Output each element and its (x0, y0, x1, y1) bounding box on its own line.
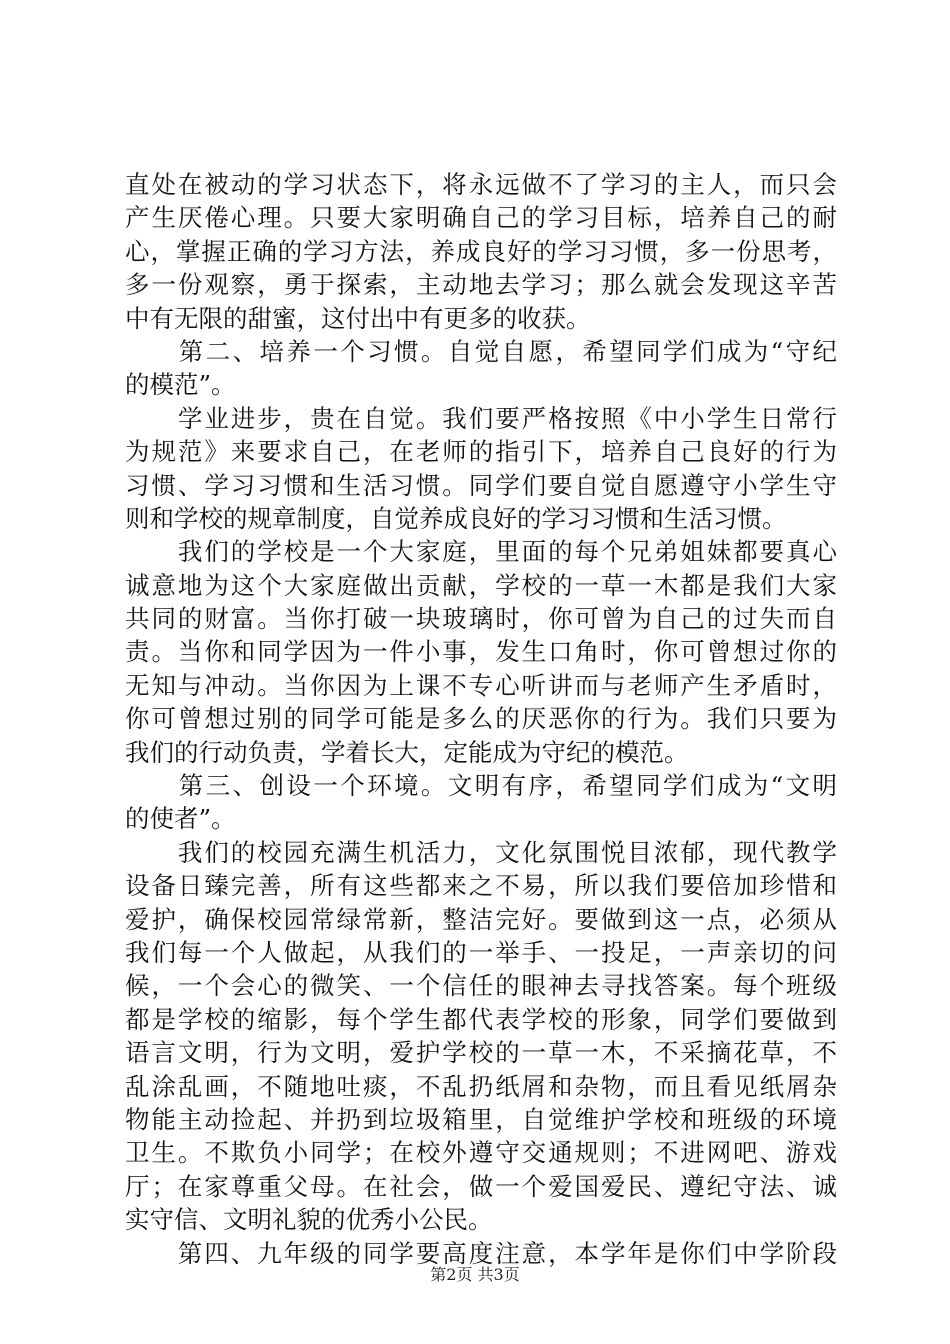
text-line: 你可曾想过别的同学可能是多么的厌恶你的行为。我们只要为 (125, 704, 837, 734)
text-line: 中有无限的甜蜜，这付出中有更多的收获。 (125, 303, 591, 333)
text-line: 我们的学校是一个大家庭，里面的每个兄弟姐妹都要真心 (125, 537, 837, 567)
text-line: 爱护，确保校园常绿常新，整洁完好。要做到这一点，必须从 (125, 904, 837, 934)
text-line: 实守信、文明礼貌的优秀小公民。 (125, 1205, 493, 1235)
text-line: 语言文明，行为文明，爱护学校的一草一木，不采摘花草，不 (125, 1038, 837, 1068)
text-line: 我们的校园充满生机活力，文化氛围悦目浓郁，现代教学 (125, 837, 837, 867)
text-line: 无知与冲动。当你因为上课不专心听讲而与老师产生矛盾时， (125, 670, 837, 700)
text-line: 物能主动捡起、并扔到垃圾箱里，自觉维护学校和班级的环境 (125, 1104, 837, 1134)
text-line: 第二、培养一个习惯。自觉自愿，希望同学们成为“守纪 (125, 336, 837, 366)
text-line: 诚意地为这个大家庭做出贡献，学校的一草一木都是我们大家 (125, 570, 837, 600)
text-line: 卫生。不欺负小同学；在校外遵守交通规则；不进网吧、游戏 (125, 1138, 837, 1168)
text-line: 的使者”。 (125, 804, 236, 834)
text-line: 我们每一个人做起，从我们的一举手、一投足，一声亲切的问 (125, 937, 837, 967)
text-line: 我们的行动负责，学着长大，定能成为守纪的模范。 (125, 737, 689, 767)
document-body (125, 168, 837, 1270)
text-line: 产生厌倦心理。只要大家明确自己的学习目标，培养自己的耐 (125, 203, 837, 233)
text-line: 则和学校的规章制度，自觉养成良好的学习习惯和生活习惯。 (125, 503, 787, 533)
text-line: 的模范”。 (125, 370, 236, 400)
text-line: 学业进步，贵在自觉。我们要严格按照《中小学生日常行 (125, 403, 837, 433)
text-line: 责。当你和同学因为一件小事，发生口角时，你可曾想过你的 (125, 637, 837, 667)
text-line: 为规范》来要求自己，在老师的指引下，培养自己良好的行为 (125, 437, 837, 467)
text-line: 候，一个会心的微笑、一个信任的眼神去寻找答案。每个班级 (125, 971, 837, 1001)
text-line: 心，掌握正确的学习方法，养成良好的学习习惯，多一份思考， (125, 236, 837, 266)
text-line: 多一份观察，勇于探索，主动地去学习；那么就会发现这辛苦 (125, 270, 837, 300)
text-line: 共同的财富。当你打破一块玻璃时，你可曾为自己的过失而自 (125, 604, 837, 634)
page-footer: 第2页 共3页 (430, 1265, 520, 1284)
text-line: 都是学校的缩影，每个学生都代表学校的形象，同学们要做到 (125, 1004, 837, 1034)
text-line: 习惯、学习习惯和生活习惯。同学们要自觉自愿遵守小学生守 (125, 470, 837, 500)
text-line: 设备日臻完善，所有这些都来之不易，所以我们要倍加珍惜和 (125, 871, 837, 901)
text-line: 第四、九年级的同学要高度注意，本学年是你们中学阶段 (125, 1238, 837, 1268)
text-line: 厅；在家尊重父母。在社会，做一个爱国爱民、遵纪守法、诚 (125, 1171, 837, 1201)
text-line: 第三、创设一个环境。文明有序，希望同学们成为“文明 (125, 771, 837, 801)
text-line: 乱涂乱画，不随地吐痰，不乱扔纸屑和杂物，而且看见纸屑杂 (125, 1071, 837, 1101)
text-line: 直处在被动的学习状态下，将永远做不了学习的主人，而只会 (125, 170, 837, 199)
